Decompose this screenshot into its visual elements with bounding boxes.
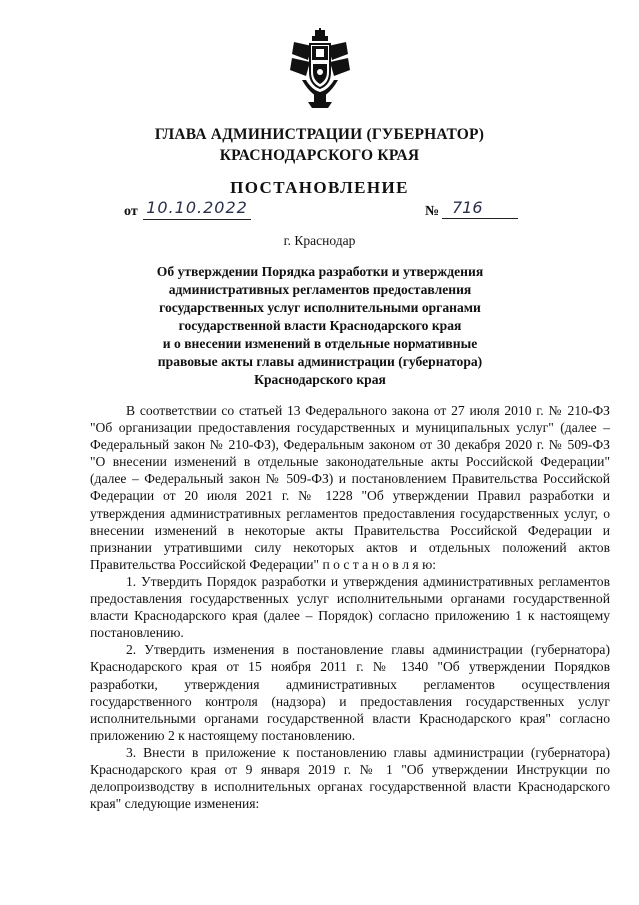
number-label: № [425,204,440,219]
document-body [90,402,610,812]
title-line: государственных услуг исполнительными органами [159,300,481,315]
title-line: административных регламентов предоставления [168,282,472,297]
title-line: и о внесении изменений в отдельные нормативные [162,336,478,351]
item-2-paragraph: 2. Утвердить изменения в постановление главы администрации (губернатора) Краснодарского края от 15 ноября 2011 г. № 1340 "Об утверждении Порядков разработки, утверждения административных регламентов осуществления государственного контроля (надзора) и предоставления государственных услуг исполнительными органами государственной власти Краснодарского края" согласно приложению 2 к настоящему постановлению. [90,642,610,743]
number-value-handwritten: 716 [442,197,518,219]
city: г. Краснодар [283,233,356,248]
title-line: правовые акты главы администрации (губернатора) [157,354,483,369]
title-line: Краснодарского края [254,372,386,387]
title-line: Об утверждении Порядка разработки и утверждения [156,264,484,279]
item-1-paragraph: 1. Утвердить Порядок разработки и утверждения административных регламентов предоставления государственных услуг исполнительными органами государственной власти Краснодарского края (далее – Порядок) согласно приложению 1 к настоящему постановлению. [90,573,610,641]
authority-region: КРАСНОДАРСКОГО КРАЯ [219,147,420,164]
document-type: ПОСТАНОВЛЕНИЕ [230,178,409,197]
title-line: государственной власти Краснодарского края [178,318,462,333]
date-value-handwritten: 10.10.2022 [143,197,251,220]
item-3-paragraph: 3. Внести в приложение к постановлению главы администрации (губернатора) Краснодарского края от 9 января 2019 г. № 1 "Об утверждении Инструкции по делопроизводству в исполнительных органах государственной власти Краснодарского края" следующие изменения: [90,744,610,812]
preamble-paragraph: В соответствии со статьей 13 Федерального закона от 27 июля 2010 г. № 210-ФЗ "Об организации предоставления государственных и муниципальных услуг" (далее – Федеральный закон № 210-ФЗ), Федеральным законом от 30 декабря 2020 г. № 509-ФЗ "О внесении изменений в отдельные законодательные акты Российской Федерации" (далее – Федеральный закон № 509-ФЗ) и постановлением Правительства Российской Федерации от 20 июля 2021 г. № 1228 "Об утверждении Правил разработки и утверждения административных регламентов предоставления государственных услуг, о внесении изменений в некоторые акты Правительства Российской Федерации и признании утратившими силу некоторых актов и отдельных положений актов Правительства Российской Федерации" п о с т а н о в л я ю: [90,403,610,572]
authority-title: ГЛАВА АДМИНИСТРАЦИИ (ГУБЕРНАТОР) [154,126,485,143]
date-label: от [124,204,138,219]
document-title [150,263,490,389]
krasnodar-coat-of-arms-icon [290,28,350,108]
